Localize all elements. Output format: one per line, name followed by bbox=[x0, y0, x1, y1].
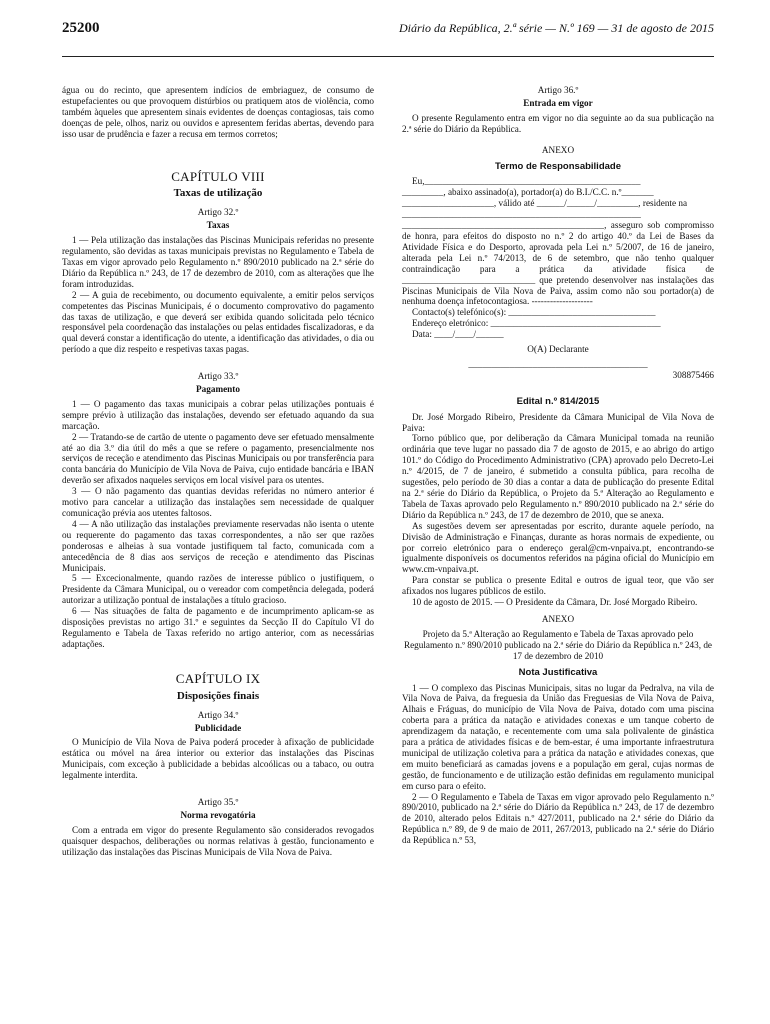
section-title: Nota Justificativa bbox=[518, 666, 598, 678]
paragraph: 1 — O pagamento das taxas municipais a cobrar pelas utilizações pontuais é sempre prévio à utilização das instalações, devendo ser efetuado aquando da sua marcação. bbox=[62, 398, 374, 431]
paragraph: 1 — Pela utilização das instalações das Piscinas Municipais referidas no presente regulamento, são devidas as taxas municipais previstas no Regulamento e Tabela de Taxas em vigor aprovado pelo Regulamento n.º 890/2010 publicado na 2.ª série do Diário da República n.º 243, de 17 de dezembro de 2010, com as alterações que lhe foram introduzidas. bbox=[62, 235, 374, 289]
article-heading: Artigo 35.º bbox=[197, 797, 239, 808]
paragraph: Dr. José Morgado Ribeiro, Presidente da Câmara Municipal de Vila Nova de Paiva: bbox=[402, 411, 714, 433]
chapter-heading: CAPÍTULO VIII bbox=[171, 168, 265, 184]
form-line: Contacto(s) telefónico(s): ________________________________ bbox=[412, 307, 656, 318]
two-column-body bbox=[62, 85, 714, 858]
article-heading: Artigo 32.º bbox=[197, 207, 239, 218]
paragraph: 10 de agosto de 2015. — O Presidente da Câmara, Dr. José Morgado Ribeiro. bbox=[412, 597, 698, 608]
page-header bbox=[62, 0, 714, 57]
annex-heading: ANEXO bbox=[541, 613, 575, 624]
article-title: Taxas bbox=[206, 220, 230, 231]
form-line: _________, abaixo assinado(a), portador(a) do B.I./C.C. n.º_______ bbox=[402, 187, 654, 198]
article-title: Publicidade bbox=[194, 722, 242, 733]
form-line: ____________________________________________, asseguro sob compromisso de honra, para efeitos do disposto no n.º 2 do artigo 40.º da Lei de Bases da Atividade Física e do Desporto, aprovada pela Lei n.º 5/2007, de 16 de janeiro, alterada pela Lei n.º 74/2013, de 6 de setembro, que não tenho qualquer contraindicação para a prática da atividade física de _____________________________ que pretendo desenvolver nas instalações das Piscinas Municipais de Vila Nova de Paiva, assim como não sou portador(a) de nenhuma doença infetocontagiosa. -------------------- bbox=[402, 220, 714, 307]
article-heading: Artigo 34.º bbox=[197, 709, 239, 720]
annex-heading: ANEXO bbox=[541, 144, 575, 155]
left-column bbox=[62, 85, 374, 858]
form-line: Eu,_______________________________________________ bbox=[412, 176, 641, 187]
article-title: Norma revogatória bbox=[180, 809, 256, 820]
paragraph: 4 — A não utilização das instalações previamente reservadas não isenta o utente ou requerente do pagamento das taxas correspondentes, a não ser que razões ponderosas e alheias à sua vontade justifiquem tal facto, comunicada com a antecedência de 8 dias aos serviços de receção e atendimento das Piscinas Municipais. bbox=[62, 518, 374, 573]
section-title: Termo de Responsabilidade bbox=[495, 160, 621, 172]
form-line: Data: ____/____/______ bbox=[412, 329, 504, 340]
paragraph: Com a entrada em vigor do presente Regulamento são considerados revogados quaisquer despachos, deliberações ou normas relativas à gestão, funcionamento e utilização das instalações das Piscinas Municipais de Vila Nova de Paiva. bbox=[62, 824, 374, 857]
article-heading: Artigo 33.º bbox=[197, 371, 239, 382]
project-title: Projeto da 5.ª Alteração ao Regulamento e Tabela de Taxas aprovado pelo Regulamento n.º 890/2010 publicado na 2.ª série do Diário da República n.º 243, de 17 de dezembro de 2010 bbox=[403, 628, 713, 661]
article-title: Entrada em vigor bbox=[523, 97, 593, 108]
form-line: Endereço eletrónico: _____________________________________ bbox=[412, 318, 661, 329]
article-heading: Artigo 36.º bbox=[537, 85, 579, 95]
chapter-title: Disposições finais bbox=[176, 689, 260, 702]
paragraph: 2 — A guia de recebimento, ou documento equivalente, a emitir pelos serviços competentes das Piscinas Municipais, é o documento comprovativo do pagamento das taxas de utilização, e que deverá ser exibida quando solicitada pelo técnico responsável pela coordenação das instalações ou pelas entidades fiscalizadoras, e da qual deverá constar a identificação do utente, a identificação das atividades, o dia ou período a que diz respeito e respetivas taxas pagas. bbox=[62, 289, 374, 355]
form-line: ____________________, válido até ______/______/_________, residente na bbox=[402, 198, 688, 209]
chapter-title: Taxas de utilização bbox=[173, 187, 263, 200]
paragraph: O Município de Vila Nova de Paiva poderá proceder à afixação de publicidade estática ou móvel na área interior ou exterior das instalações das Piscinas Municipais, com exceção à publicidade a bebidas alcoólicas ou a tabaco, ou outra legalmente interdita. bbox=[62, 737, 374, 781]
paragraph: Torno público que, por deliberação da Câmara Municipal tomada na reunião ordinária que teve lugar no passado dia 7 de agosto de 2015, e ao abrigo do artigo 101.º do Código do Procedimento Administrativo (CPA) aprovado pelo Decreto-Lei n.º 4/2015, de 7 de janeiro, é submetido a consulta pública, para recolha de sugestões, pelo período de 30 dias a contar a data de publicação do presente Edital na 2.ª série do Diário da República, o Projeto da 5.ª Alteração ao Regulamento e Tabela de Taxas aprovado pelo Regulamento n.º 890/2010 publicado na 2.ª série do Diário da República n.º 243, de 17 de dezembro de 2010, que se anexa. bbox=[402, 433, 714, 520]
page-number: 25200 bbox=[62, 20, 100, 36]
declarant-label: O(A) Declarante bbox=[527, 344, 589, 355]
paragraph: 2 — O Regulamento e Tabela de Taxas em vigor aprovado pelo Regulamento n.º 890/2010, publicado na 2.ª série do Diário da República n.º 243, de 17 de dezembro de 2010, alterado pelos Editais n.º 427/2011, publicado na 2.ª série do Diário da República n.º 89, de 9 de maio de 2011, 267/2013, publicado na 2.ª série do Diário da República n.º 53, bbox=[402, 791, 714, 846]
edital-title: Edital n.º 814/2015 bbox=[516, 395, 600, 407]
paragraph: Para constar se publica o presente Edital e outros de igual teor, que vão ser afixados nos lugares públicos de estilo. bbox=[402, 575, 714, 597]
paragraph: 2 — Tratando-se de cartão de utente o pagamento deve ser efetuado mensalmente até ao dia 3.º dia útil do mês a que se refere o pagamento, presencialmente nos serviços de receção e atendimento das Piscinas Municipais ou por transferência para conta bancária do Município de Vila Nova de Paiva, cujo entidade bancária e IBAN deverão ser afixados naqueles serviços em local visível para os utentes. bbox=[62, 431, 374, 486]
paragraph: 5 — Excecionalmente, quando razões de interesse público o justifiquem, o Presidente da Câmara Municipal, ou o vereador com competência delegada, poderá autorizar a utilização pontual de instalações a título gracioso. bbox=[62, 573, 374, 606]
running-title: Diário da República, 2.ª série — N.º 169 — 31 de agosto de 2015 bbox=[398, 21, 714, 35]
chapter-heading: CAPÍTULO IX bbox=[175, 670, 261, 686]
paragraph: água ou do recinto, que apresentem indícios de embriaguez, de consumo de estupefacientes ou que provoquem distúrbios ou pratiquem atos de violência, como também àqueles que apresentem sinais evidentes de doenças contagiosas, tais como doenças de pele, olhos, nariz ou ouvidos e apresentem feridas abertas, devendo para isso usar de prudência e fazer a recusa em termos corretos; bbox=[62, 85, 374, 139]
right-column bbox=[402, 85, 714, 858]
paragraph: 3 — O não pagamento das quantias devidas referidas no número anterior é motivo para cancelar a utilização das instalações sem necessidade de qualquer comunicação prévia aos utentes faltosos. bbox=[62, 486, 374, 518]
reference-number: 308875466 bbox=[672, 369, 714, 380]
paragraph: 6 — Nas situações de falta de pagamento e de incumprimento aplicam-se as disposições previstas no artigo 31.º e seguintes da Secção II do Capítulo VI do Regulamento e Tabela de Taxas referido no artigo anterior, com as necessárias adaptações. bbox=[62, 606, 374, 649]
paragraph: 1 — O complexo das Piscinas Municipais, sitas no lugar da Pedralva, na vila de Vila Nova de Paiva, da freguesia da União das Freguesias de Vila Nova de Paiva, Alhais e Fráguas, do município de Vila Nova de Paiva, dotado com uma piscina coberta para a prática da natação e atividades conexas e um tanque coberto de aprendizagem da natação, e recentemente com uma sala polivalente de ginástica para a prática de atividades físicas e de bem-estar, é uma importante infraestrutura municipal de utilização coletiva para a prática da natação e atividades conexas, que em muito beneficiará as camadas jovens e a população em geral, cujas normas de gestão, de funcionamento e de utilização estão definidas em regulamento municipal em curso para o efeito. bbox=[402, 682, 714, 791]
form-line: ____________________________________________________ bbox=[402, 209, 641, 220]
article-title: Pagamento bbox=[196, 384, 240, 395]
signature-line: _______________________________________ bbox=[468, 358, 648, 369]
paragraph: O presente Regulamento entra em vigor no dia seguinte ao da sua publicação na 2.ª série do Diário da República. bbox=[402, 112, 714, 134]
paragraph: As sugestões devem ser apresentadas por escrito, durante aquele período, na Divisão de Administração e Finanças, durante as horas normais de expediente, ou por correio eletrónico para o endereço geral@cm-vnpaiva.pt, encontrando-se igualmente disponíveis os documentos referidos na página oficial do Município em www.cm-vnpaiva.pt. bbox=[402, 520, 714, 575]
